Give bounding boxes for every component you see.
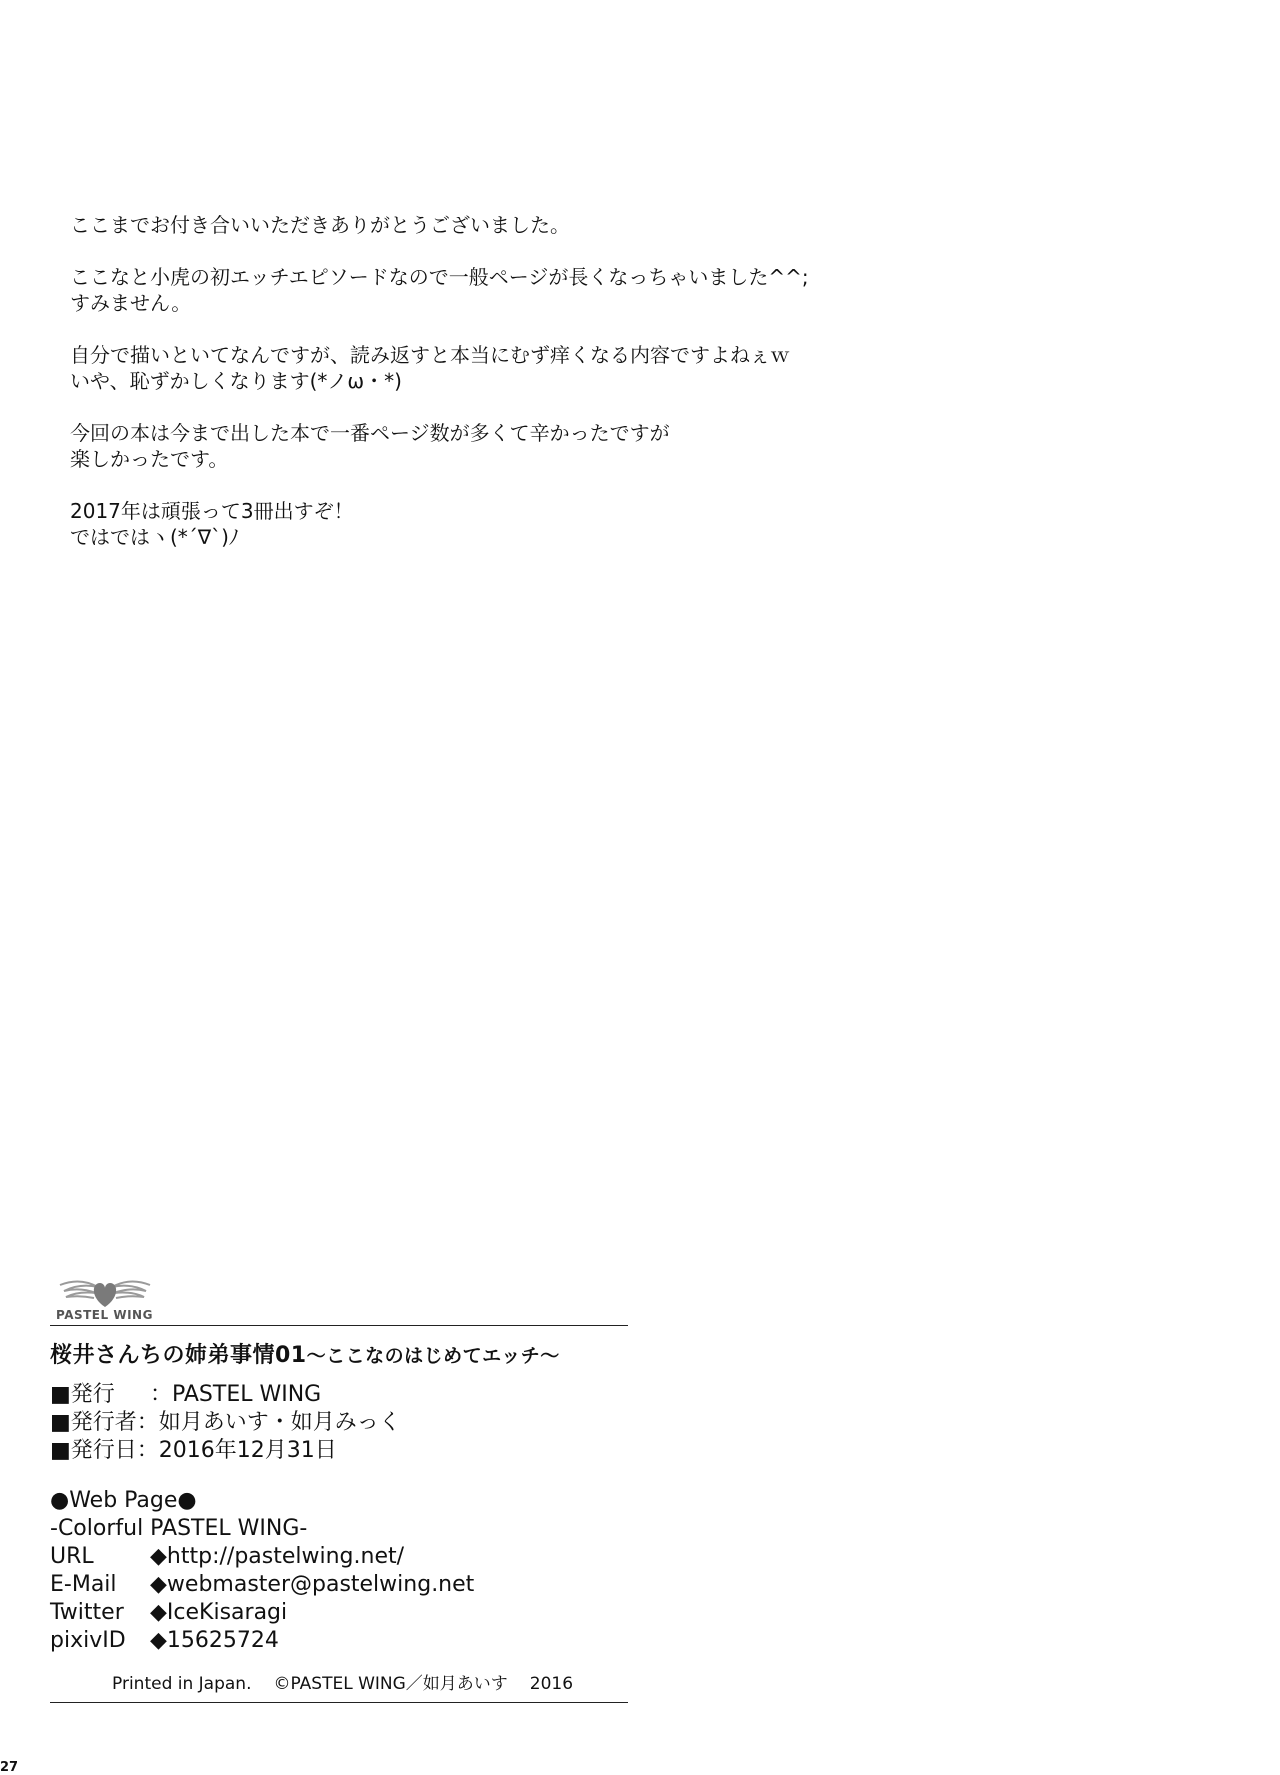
imprint-value: ：PASTEL WING [150, 1382, 322, 1407]
afterword [70, 212, 830, 576]
page-number: 27 [0, 1760, 19, 1775]
web-email-row [50, 1571, 630, 1599]
web-heading: ●Web Page● [50, 1488, 197, 1513]
imprint-value: ：2016年12月31日 [136, 1438, 337, 1463]
web-email-label: E-Mail [50, 1572, 117, 1597]
web-site-name: -Colorful PASTEL WING- [50, 1516, 308, 1541]
colophon [50, 1275, 630, 1703]
divider-top [50, 1325, 628, 1326]
web-info-block [50, 1487, 630, 1655]
web-pixiv-label: pixivID [50, 1628, 126, 1653]
afterword-line: 自分で描いといてなんですが、読み返すと本当にむず痒くなる内容ですよねぇｗ [70, 343, 790, 367]
winged-heart-icon [50, 1275, 160, 1311]
web-url-label: URL [50, 1544, 94, 1569]
imprint-date [50, 1437, 630, 1465]
web-twitter-label: Twitter [50, 1600, 124, 1625]
imprint-block [50, 1381, 630, 1465]
afterword-line: ここまでお付き合いいただきありがとうございました。 [70, 213, 570, 237]
web-url-link[interactable]: ◆http://pastelwing.net/ [150, 1544, 405, 1569]
web-url-row [50, 1543, 630, 1571]
logo-text: PASTEL WING [56, 1308, 153, 1322]
web-twitter-row [50, 1599, 630, 1627]
printed-in-japan: Printed in Japan. [112, 1674, 252, 1694]
publisher-logo [50, 1275, 160, 1325]
book-title-main: 桜井さんちの姉弟事情01 [50, 1343, 307, 1368]
afterword-line: ではではヽ(*´∇`)ﾉ [70, 525, 239, 549]
afterword-paragraph-4 [70, 420, 830, 472]
afterword-line: いや、恥ずかしくなります(*ノω・*) [70, 369, 402, 393]
imprint-label: ■発行者 [50, 1410, 137, 1435]
afterword-line: 今回の本は今まで出した本で一番ページ数が多くて辛かったですが [70, 421, 670, 445]
afterword-line: 楽しかったです。 [70, 447, 229, 471]
afterword-paragraph-5 [70, 498, 830, 550]
printed-line [50, 1669, 630, 1694]
afterword-line: すみません。 [70, 291, 192, 315]
afterword-paragraph-2 [70, 264, 830, 316]
afterword-paragraph-3 [70, 342, 830, 394]
book-subtitle: ～ここなのはじめてエッチ～ [306, 1345, 560, 1367]
divider-bottom [50, 1702, 628, 1703]
imprint-value: ：如月あいす・如月みっく [136, 1410, 401, 1435]
web-twitter-value: ◆IceKisaragi [150, 1600, 288, 1625]
web-email-link[interactable]: ◆webmaster@pastelwing.net [150, 1572, 475, 1597]
book-title [50, 1338, 630, 1369]
copyright-notice: ©PASTEL WING／如月あいす [273, 1674, 508, 1694]
imprint-author [50, 1409, 630, 1437]
web-pixiv-value: ◆15625724 [150, 1628, 279, 1653]
imprint-publisher [50, 1381, 630, 1409]
imprint-label: ■発行日 [50, 1438, 137, 1463]
web-pixiv-row [50, 1627, 630, 1655]
copyright-year: 2016 [529, 1674, 574, 1694]
afterword-paragraph-1 [70, 212, 830, 238]
afterword-line: 2017年は頑張って3冊出すぞ！ [70, 499, 354, 523]
afterword-line: ここなと小虎の初エッチエピソードなので一般ページが長くなっちゃいました^^; [70, 265, 809, 289]
imprint-label: ■発行 [50, 1382, 115, 1407]
